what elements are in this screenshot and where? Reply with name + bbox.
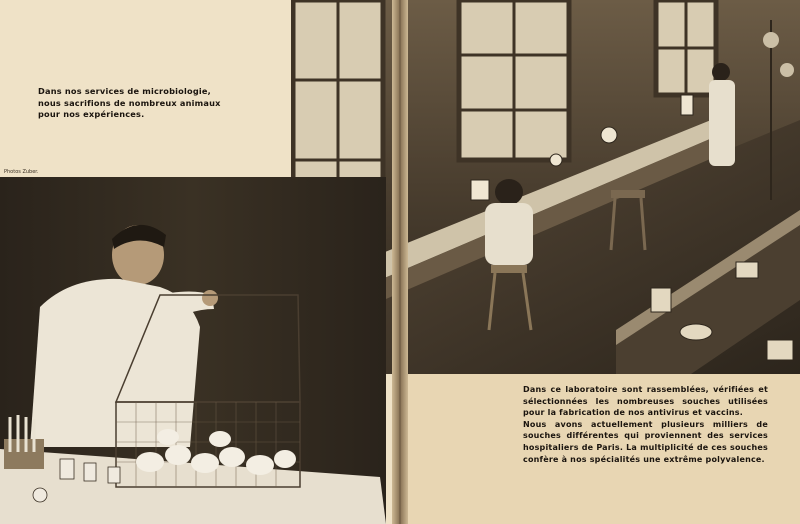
left-caption <box>38 86 228 121</box>
right-caption <box>523 384 768 465</box>
spread-gutter <box>392 0 408 524</box>
right-caption-paragraph-1: Dans ce laboratoire sont rassemblées, vérifiées et sélectionnées les nombreuses souches utilisées pour la fabrication de nos antivirus et vaccins. <box>523 385 768 418</box>
photo-credit: Photos Zuber. <box>4 169 39 175</box>
technician-cage-photo <box>0 177 386 524</box>
right-caption-paragraph-2: Nous avons actuellement plusieurs milliers de souches différentes qui proviennent des services hospitaliers de Paris. La multiplicité de ces souches confère à nos spécialités une extrême polyvalence. <box>523 419 768 464</box>
left-caption-text: Dans nos services de microbiologie, nous sacrifions de nombreux animaux pour nos expériences. <box>38 86 221 119</box>
